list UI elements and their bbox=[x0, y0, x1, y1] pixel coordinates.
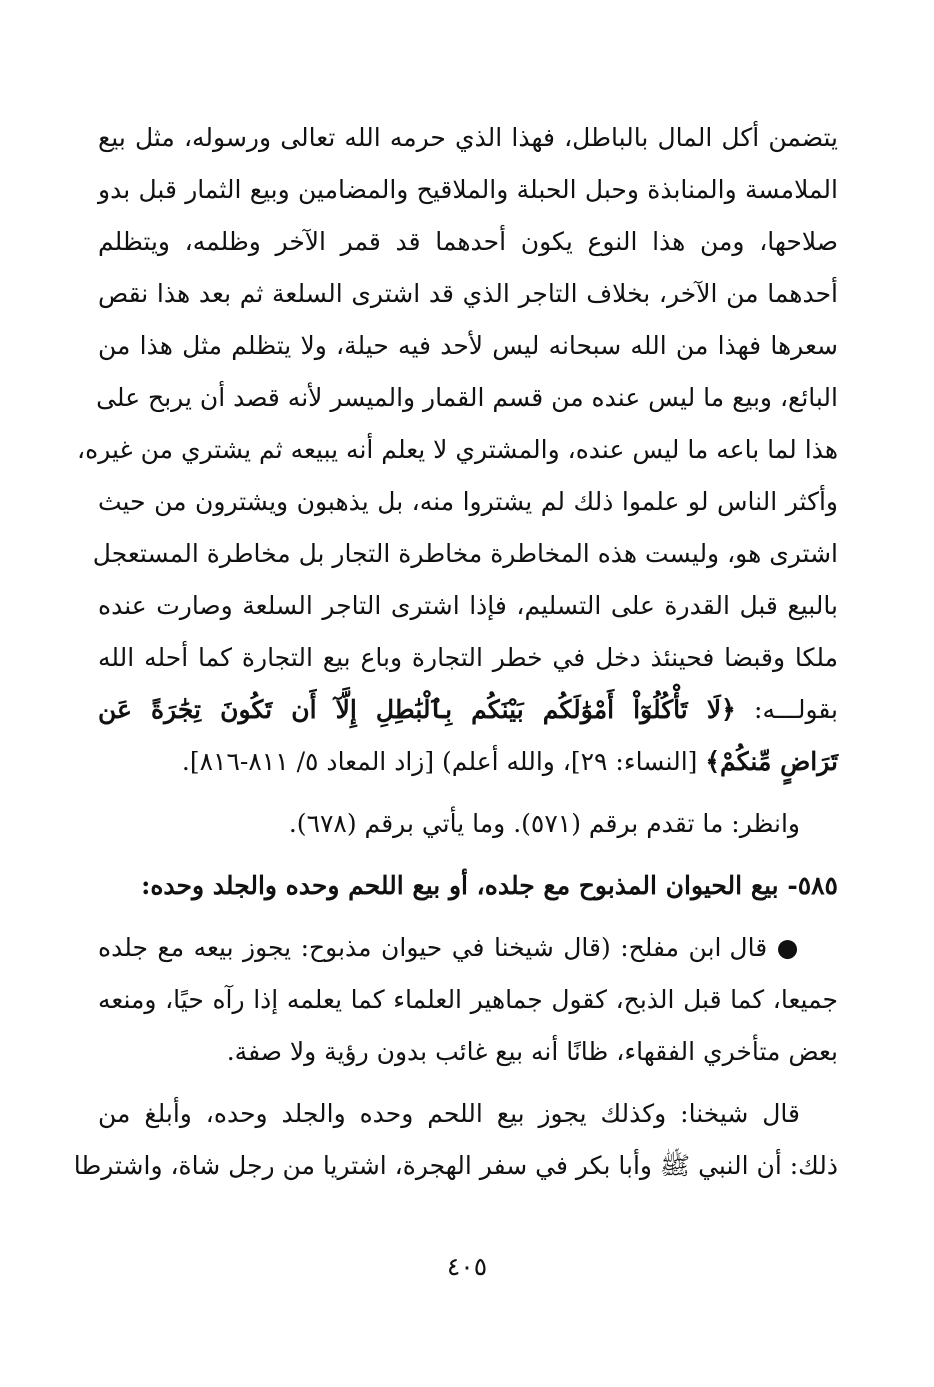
text-line: ملكا وقبضا فحينئذ دخل في خطر التجارة وباع بيع التجارة كما أحله الله bbox=[98, 643, 838, 672]
paragraph-shaykh bbox=[73, 1088, 838, 1192]
bullet-icon: ● bbox=[776, 933, 800, 962]
text-line: البائع، وبيع ما ليس عنده من قسم القمار والميسر لأنه قصد أن يربح على bbox=[96, 383, 838, 412]
text-line-quran-end bbox=[98, 736, 838, 788]
text-line: صلاحها، ومن هذا النوع يكون أحدهما قد قمر الآخر وظلمه، ويتظلم bbox=[98, 227, 838, 256]
text-line: هذا لما باعه ما ليس عنده، والمشتري لا يعلم أنه يبيعه ثم يشتري من غيره، bbox=[77, 435, 838, 464]
see-also-line: وانظر: ما تقدم برقم (٥٧١). وما يأتي برقم (٦٧٨). bbox=[288, 809, 800, 838]
page-number: ٤٠٥ bbox=[446, 1252, 488, 1281]
text-line: اشترى هو، وليست هذه المخاطرة مخاطرة التجار بل مخاطرة المستعجل bbox=[92, 539, 838, 568]
spacer bbox=[98, 1078, 838, 1088]
quran-verse-end: تَرَاضٍ مِّنكُمْ﴾ bbox=[705, 747, 838, 776]
text-line-quran-start bbox=[98, 684, 838, 736]
text-line: سعرها فهذا من الله سبحانه ليس لأحد فيه حيلة، ولا يتظلم مثل هذا من bbox=[98, 331, 838, 360]
paragraph-continuation bbox=[77, 112, 838, 788]
spacer bbox=[98, 912, 838, 922]
spacer bbox=[98, 850, 838, 860]
section-heading: ٥٨٥- بيع الحيوان المذبوح مع جلده، أو بيع اللحم وحده والجلد وحده: bbox=[141, 871, 838, 900]
text-line: بالبيع قبل القدرة على التسليم، فإذا اشترى التاجر السلعة وصارت عنده bbox=[98, 591, 838, 620]
quran-intro: بقولـــه: bbox=[735, 695, 838, 724]
text-line: وأكثر الناس لو علموا ذلك لم يشتروا منه، بل يذهبون ويشترون من حيث bbox=[98, 487, 838, 516]
text-line: ذلك: أن النبي ﷺ وأبا بكر في سفر الهجرة، اشتريا من رجل شاة، واشترطا bbox=[73, 1151, 838, 1180]
text-line: جميعا، كما قبل الذبح، كقول جماهير العلماء كما يعلمه إذا رآه حيًا، ومنعه bbox=[98, 985, 838, 1014]
paragraph-ibn-muflih bbox=[98, 922, 838, 1078]
page-content bbox=[73, 112, 838, 1192]
text-line: أحدهما من الآخر، بخلاف التاجر الذي قد اشترى السلعة ثم بعد هذا نقص bbox=[98, 279, 838, 308]
quran-verse: ﴿لَا تَأْكُلُوٓاْ أَمْوَٰلَكُم بَيْنَكُم بِٱلْبَٰطِلِ إِلَّآ أَن تَكُونَ تِجَٰرَةً عَن bbox=[98, 695, 736, 724]
citation: [النساء: ٢٩]، والله أعلم) [زاد المعاد ٥/ ٨١١-٨١٦]. bbox=[181, 747, 706, 776]
text-line-bullet bbox=[98, 922, 838, 974]
text-line: يتضمن أكل المال بالباطل، فهذا الذي حرمه الله تعالى ورسوله، مثل بيع bbox=[98, 123, 838, 152]
see-also-paragraph bbox=[98, 798, 838, 850]
text-line: بعض متأخري الفقهاء، ظانًا أنه بيع غائب بدون رؤية ولا صفة. bbox=[226, 1037, 838, 1066]
spacer bbox=[98, 788, 838, 798]
bullet-text: قال ابن مفلح: (قال شيخنا في حيوان مذبوح: يجوز بيعه مع جلده bbox=[98, 933, 768, 962]
text-line: قال شيخنا: وكذلك يجوز بيع اللحم وحده والجلد وحده، وأبلغ من bbox=[98, 1099, 800, 1128]
text-line: الملامسة والمنابذة وحبل الحبلة والملاقيح والمضامين وبيع الثمار قبل بدو bbox=[98, 175, 838, 204]
